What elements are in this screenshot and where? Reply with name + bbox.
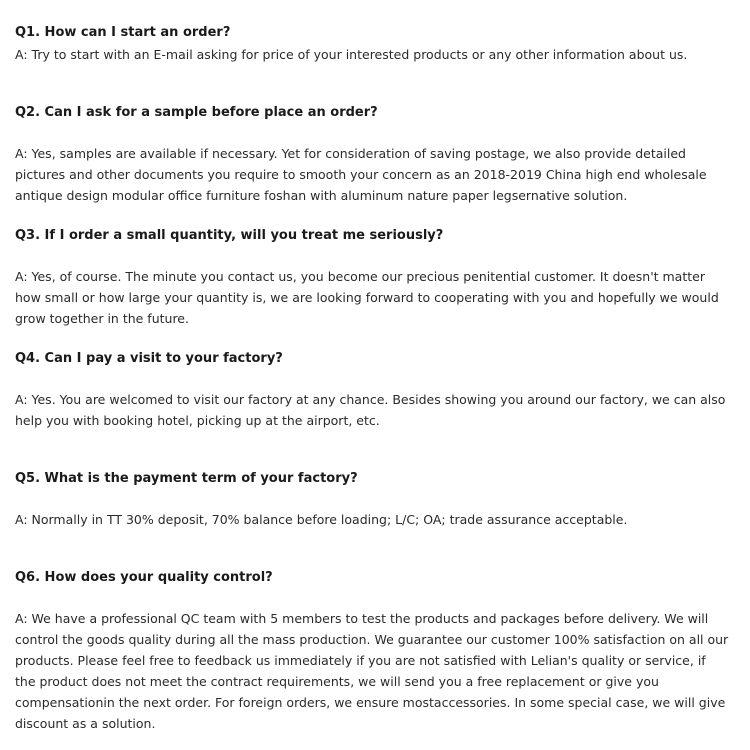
faq-question-2: Q2. Can I ask for a sample before place an order? <box>15 105 378 120</box>
faq-question-3: Q3. If I order a small quantity, will you treat me seriously? <box>15 228 444 243</box>
faq-question-5: Q5. What is the payment term of your factory? <box>15 471 358 486</box>
faq-question-4: Q4. Can I pay a visit to your factory? <box>15 351 283 366</box>
faq-answer-3: A: Yes, of course. The minute you contact us, you become our precious penitential customer. It doesn't matter how small or how large your quantity is, we are looking forward to cooperating with you and hopefully we would grow together in the future. <box>15 269 719 326</box>
faq-answer-6: A: We have a professional QC team with 5 members to test the products and packages before delivery. We will control the goods quality during all the mass production. We guarantee our customer 100% satisfaction on all our products. Please feel free to feedback us immediately if you are not satisfied with Lelian's quality or service, if the product does not meet the contract requirements, we will send you a free replacement or give you compensationin the next order. For foreign orders, we ensure mostaccessories. In some special case, we will give discount as a solution. <box>15 611 729 731</box>
faq-answer-4: A: Yes. You are welcomed to visit our factory at any chance. Besides showing you around our factory, we can also help you with booking hotel, picking up at the airport, etc. <box>15 392 726 428</box>
faq-question-6: Q6. How does your quality control? <box>15 570 273 585</box>
faq-question-1: Q1. How can I start an order? <box>15 25 231 40</box>
faq-answer-1: A: Try to start with an E-mail asking for price of your interested products or any other information about us. <box>15 47 688 62</box>
faq-answer-5: A: Normally in TT 30% deposit, 70% balance before loading; L/C; OA; trade assurance acceptable. <box>15 512 628 527</box>
faq-answer-2: A: Yes, samples are available if necessary. Yet for consideration of saving postage, we also provide detailed pictures and other documents you require to smooth your concern as an 2018-2019 China high end wholesale antique design modular office furniture foshan with aluminum nature paper legsernative solution. <box>15 146 707 203</box>
